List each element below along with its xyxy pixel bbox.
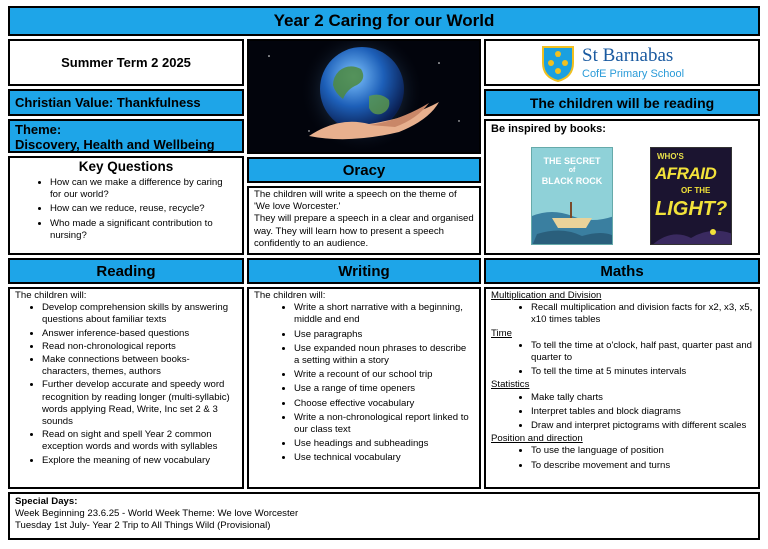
christian-value-label: Christian Value: Thankfulness <box>15 95 201 110</box>
oracy-box <box>247 186 481 255</box>
special-days-line-2: Tuesday 1st July- Year 2 Trip to All Things Wild (Provisional) <box>15 520 271 532</box>
book1-title-line2: BLACK ROCK <box>541 176 603 186</box>
list-item: • Read on sight and spell Year 2 common exception words and words with syllables <box>42 429 237 453</box>
list-item: • Make connections between books- characters, themes, authors <box>42 354 237 378</box>
key-questions-box <box>8 156 244 255</box>
boat-illustration-icon <box>532 196 613 245</box>
theme-label: Theme: <box>15 122 62 137</box>
book1-title-line1: THE SECRET <box>543 156 601 166</box>
maths-section-title: Time <box>491 327 512 339</box>
list-item: • To tell the time at o'clock, half past, quarter past and quarter to <box>531 340 753 364</box>
school-name: St Barnabas <box>582 45 674 66</box>
books-subheading: Be inspired by books: <box>491 123 606 135</box>
oracy-text-2: They will prepare a speech in a clear and organised way. They will learn how to present a speech confidently to an audience. <box>254 213 474 249</box>
special-days-heading: Special Days: <box>15 496 78 507</box>
maths-heading: Maths <box>600 262 644 280</box>
book2-title-line4: LIGHT? <box>655 198 728 220</box>
list-item: • Use headings and subheadings <box>294 438 474 450</box>
key-questions-list <box>10 177 242 242</box>
term-box <box>8 39 244 86</box>
earth-image <box>247 39 481 154</box>
list-item: • Further develop accurate and speedy word recognition by reading longer (multi-syllabic) words applying Read, Write, Inc set 2 & 3 sounds <box>42 379 237 428</box>
books-box <box>484 119 760 255</box>
maths-section-title: Multiplication and Division <box>491 290 602 301</box>
writing-box <box>247 287 481 489</box>
maths-list-multiplication <box>491 302 753 326</box>
list-item: • Answer inference-based questions <box>42 328 237 340</box>
writing-list <box>254 302 474 464</box>
writing-header <box>247 258 481 284</box>
list-item: • Choose effective vocabulary <box>294 398 474 410</box>
list-item: • Who made a significant contribution to nursing? <box>50 218 236 242</box>
list-item: • Use a range of time openers <box>294 383 474 395</box>
list-item: • Read non-chronological reports <box>42 341 237 353</box>
book2-decoration-icon <box>651 224 732 245</box>
reading-books-heading: The children will be reading <box>529 94 715 111</box>
book2-title-line2: AFRAID <box>655 164 717 183</box>
oracy-header <box>247 157 481 183</box>
list-item: • Write a non-chronological report linked to our class text <box>294 412 474 436</box>
book1-title-of: of <box>568 167 576 174</box>
page-title-text: Year 2 Caring for our World <box>273 11 495 30</box>
reading-books-header <box>484 89 760 116</box>
earth-in-hand-icon <box>249 41 479 152</box>
list-item: • Make tally charts <box>531 392 753 404</box>
list-item: • Develop comprehension skills by answering questions about familiar texts <box>42 302 237 326</box>
maths-section-title: Statistics <box>491 379 530 391</box>
list-item: • Use technical vocabulary <box>294 452 474 464</box>
maths-section-title: Position and direction <box>491 433 583 445</box>
writing-intro: The children will: <box>254 290 326 301</box>
book2-title-line3: OF THE <box>681 186 711 195</box>
list-item: • How can we make a difference by caring for our world? <box>50 177 236 201</box>
value-box <box>8 89 244 116</box>
reading-header <box>8 258 244 284</box>
school-logo-box <box>484 39 760 86</box>
book-cover-whos-afraid-of-the-light <box>650 147 732 245</box>
list-item: • To tell the time at 5 minutes intervals <box>531 366 753 378</box>
writing-heading: Writing <box>338 262 390 280</box>
oracy-text-1: The children will write a speech on the theme of 'We love Worcester.' <box>254 189 457 213</box>
book-cover-secret-of-black-rock <box>531 147 613 245</box>
special-days-line-1: Week Beginning 23.6.25 - World Week Theme: We love Worcester <box>15 508 299 520</box>
key-questions-heading: Key Questions <box>78 159 174 174</box>
list-item: • Write a short narrative with a beginning, middle and end <box>294 302 474 326</box>
oracy-heading: Oracy <box>342 161 386 179</box>
school-crest-icon <box>541 45 575 83</box>
list-item: • Explore the meaning of new vocabulary <box>42 455 237 467</box>
list-item: • Use expanded noun phrases to describe a setting within a story <box>294 343 474 367</box>
list-item: • Interpret tables and block diagrams <box>531 406 753 418</box>
maths-list-position <box>491 445 753 471</box>
list-item: • To use the language of position <box>531 445 753 457</box>
theme-box <box>8 119 244 153</box>
reading-heading: Reading <box>96 262 156 280</box>
reading-box <box>8 287 244 489</box>
maths-list-statistics <box>491 392 753 433</box>
list-item: • Use paragraphs <box>294 329 474 341</box>
special-days-box <box>8 492 760 540</box>
reading-intro: The children will: <box>15 290 87 301</box>
term-label: Summer Term 2 2025 <box>61 55 191 70</box>
theme-text: Discovery, Health and Wellbeing <box>15 137 215 152</box>
maths-list-time <box>491 340 753 379</box>
school-subtitle: CofE Primary School <box>582 68 685 80</box>
list-item: • How can we reduce, reuse, recycle? <box>50 203 236 215</box>
list-item: • Draw and interpret pictograms with different scales <box>531 420 753 432</box>
book2-title-line1: WHO'S <box>657 152 684 161</box>
reading-list <box>15 302 237 467</box>
book1-title <box>532 156 612 186</box>
maths-header <box>484 258 760 284</box>
page-title <box>8 6 760 36</box>
maths-box <box>484 287 760 489</box>
list-item: • Recall multiplication and division facts for x2, x3, x5, x10 times tables <box>531 302 753 326</box>
list-item: • Write a recount of our school trip <box>294 369 474 381</box>
list-item: • To describe movement and turns <box>531 460 753 472</box>
